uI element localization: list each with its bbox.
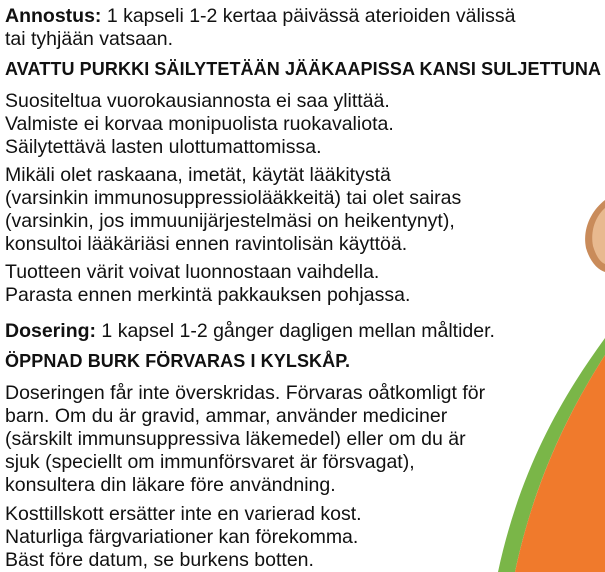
fi-warning-3: Säilytettävä lasten ulottumattomissa. — [5, 136, 322, 158]
sv-warning-3: (särskilt immunsuppressiva läkemedel) eller om du är — [5, 428, 466, 450]
sv-dosage-label: Dosering: — [5, 320, 97, 342]
green-arc — [498, 338, 605, 572]
sv-warning-5: konsultera din läkare före användning. — [5, 474, 336, 496]
fi-medical-3: (varsinkin, jos immuunijärjestelmäsi on heikentynyt), — [5, 210, 455, 232]
fi-warning-2: Valmiste ei korvaa monipuolista ruokavaliota. — [5, 113, 394, 135]
fi-note-1: Tuotteen värit voivat luonnostaan vaihdella. — [5, 261, 380, 283]
sv-warning-4: sjuk (speciellt om immunförsvaret är försvagat), — [5, 451, 415, 473]
sv-note-1: Kosttillskott ersätter inte en varierad kost. — [5, 503, 362, 525]
fi-dosage-text: 1 kapseli 1-2 kertaa päivässä aterioiden välissä — [101, 5, 516, 27]
sv-note-3: Bäst före datum, se burkens botten. — [5, 549, 314, 571]
fi-medical-2: (varsinkin immunosuppressiolääkkeitä) tai olet sairas — [5, 187, 462, 209]
fi-storage-warning: AVATTU PURKKI SÄILYTETÄÄN JÄÄKAAPISSA KANSI SULJETTUNA — [5, 59, 602, 79]
sv-warning-1: Doseringen får inte överskridas. Förvaras oåtkomligt för — [5, 382, 486, 404]
fi-warning-1: Suositeltua vuorokausiannosta ei saa ylittää. — [5, 90, 390, 112]
sv-dosage-text: 1 kapsel 1-2 gånger dagligen mellan måltider. — [96, 320, 495, 342]
orange-region — [515, 355, 605, 572]
fi-medical-1: Mikäli olet raskaana, imetät, käytät lääkitystä — [5, 164, 391, 186]
fi-dosage-label: Annostus: — [5, 5, 102, 27]
sv-storage-warning: ÖPPNAD BURK FÖRVARAS I KYLSKÅP. — [5, 351, 351, 371]
capsule-shape — [585, 200, 605, 272]
fi-medical-4: konsultoi lääkäriäsi ennen ravintolisän käyttöä. — [5, 233, 408, 255]
sv-warning-2: barn. Om du är gravid, ammar, använder mediciner — [5, 405, 448, 427]
fi-note-2: Parasta ennen merkintä pakkauksen pohjassa. — [5, 284, 411, 306]
sv-dosage-line — [5, 320, 495, 343]
fi-dosage-line-2: tai tyhjään vatsaan. — [5, 28, 174, 50]
fi-dosage-line — [5, 5, 515, 28]
sv-note-2: Naturliga färgvariationer kan förekomma. — [5, 526, 359, 548]
